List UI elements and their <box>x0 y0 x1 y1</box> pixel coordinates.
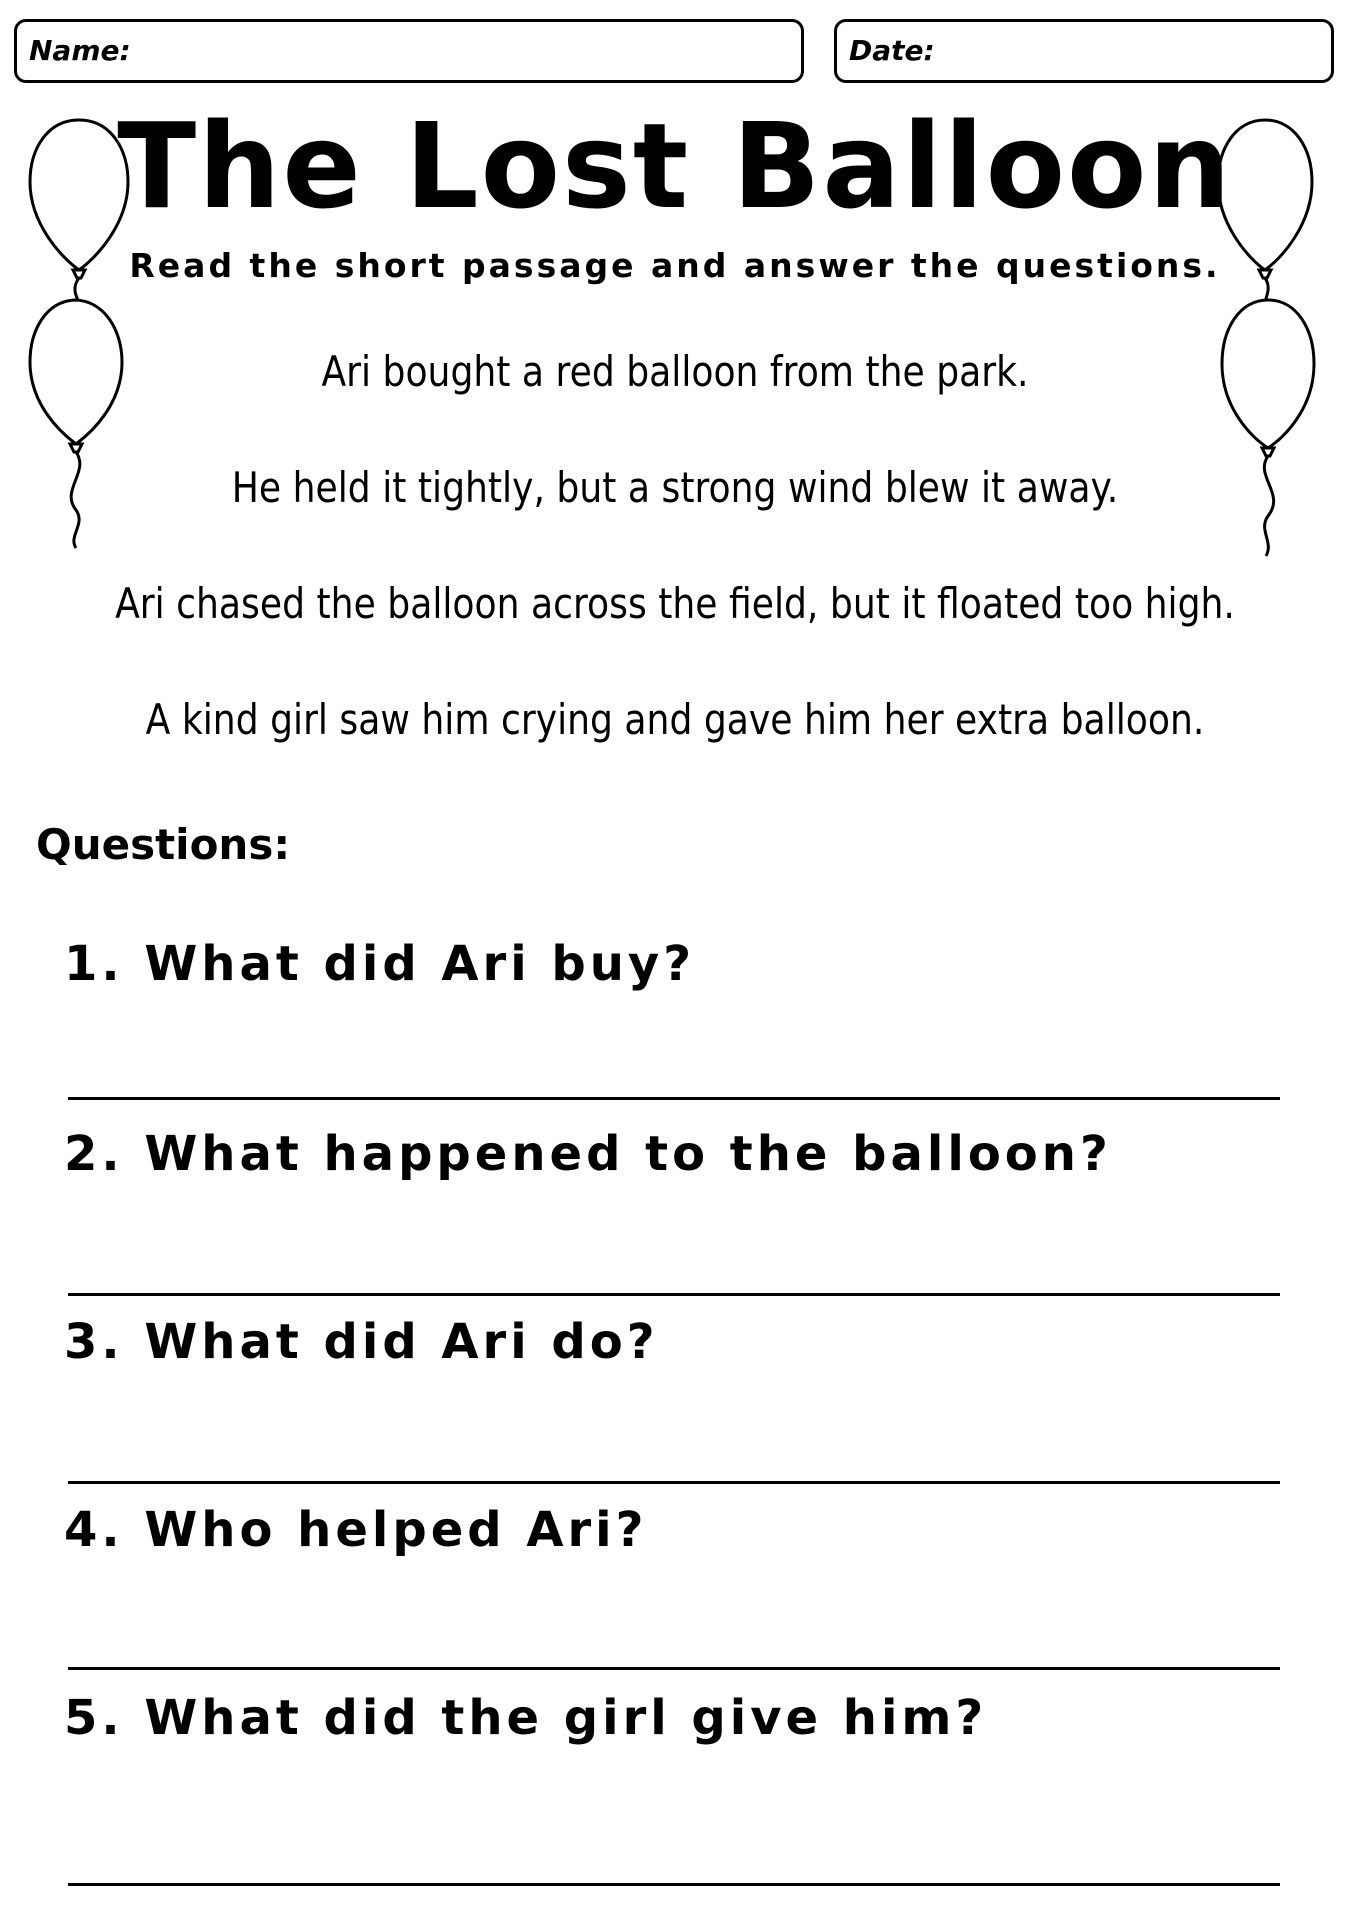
passage-line: He held it tightly, but a strong wind blew it away. <box>231 463 1119 512</box>
passage-line: Ari chased the balloon across the field, but it floated too high. <box>115 579 1235 628</box>
date-label: Date: <box>849 34 935 67</box>
date-field[interactable] <box>834 19 1334 83</box>
name-field[interactable] <box>14 19 804 83</box>
page-title: The Lost Balloon <box>117 97 1233 235</box>
answer-line-1[interactable] <box>68 1097 1280 1100</box>
answer-line-4[interactable] <box>68 1667 1280 1670</box>
passage-line: A kind girl saw him crying and gave him her extra balloon. <box>145 695 1205 744</box>
question-4: 4. Who helped Ari? <box>64 1502 648 1558</box>
instructions: Read the short passage and answer the questions. <box>129 246 1221 285</box>
question-5: 5. What did the girl give him? <box>64 1690 988 1746</box>
answer-line-5[interactable] <box>68 1883 1280 1886</box>
answer-line-3[interactable] <box>68 1481 1280 1484</box>
passage-line: Ari bought a red balloon from the park. <box>321 347 1029 396</box>
question-3: 3. What did Ari do? <box>64 1314 659 1370</box>
name-label: Name: <box>29 34 131 67</box>
answer-line-2[interactable] <box>68 1293 1280 1296</box>
question-1: 1. What did Ari buy? <box>64 936 696 992</box>
questions-heading: Questions: <box>36 820 291 869</box>
question-2: 2. What happened to the balloon? <box>64 1126 1112 1182</box>
